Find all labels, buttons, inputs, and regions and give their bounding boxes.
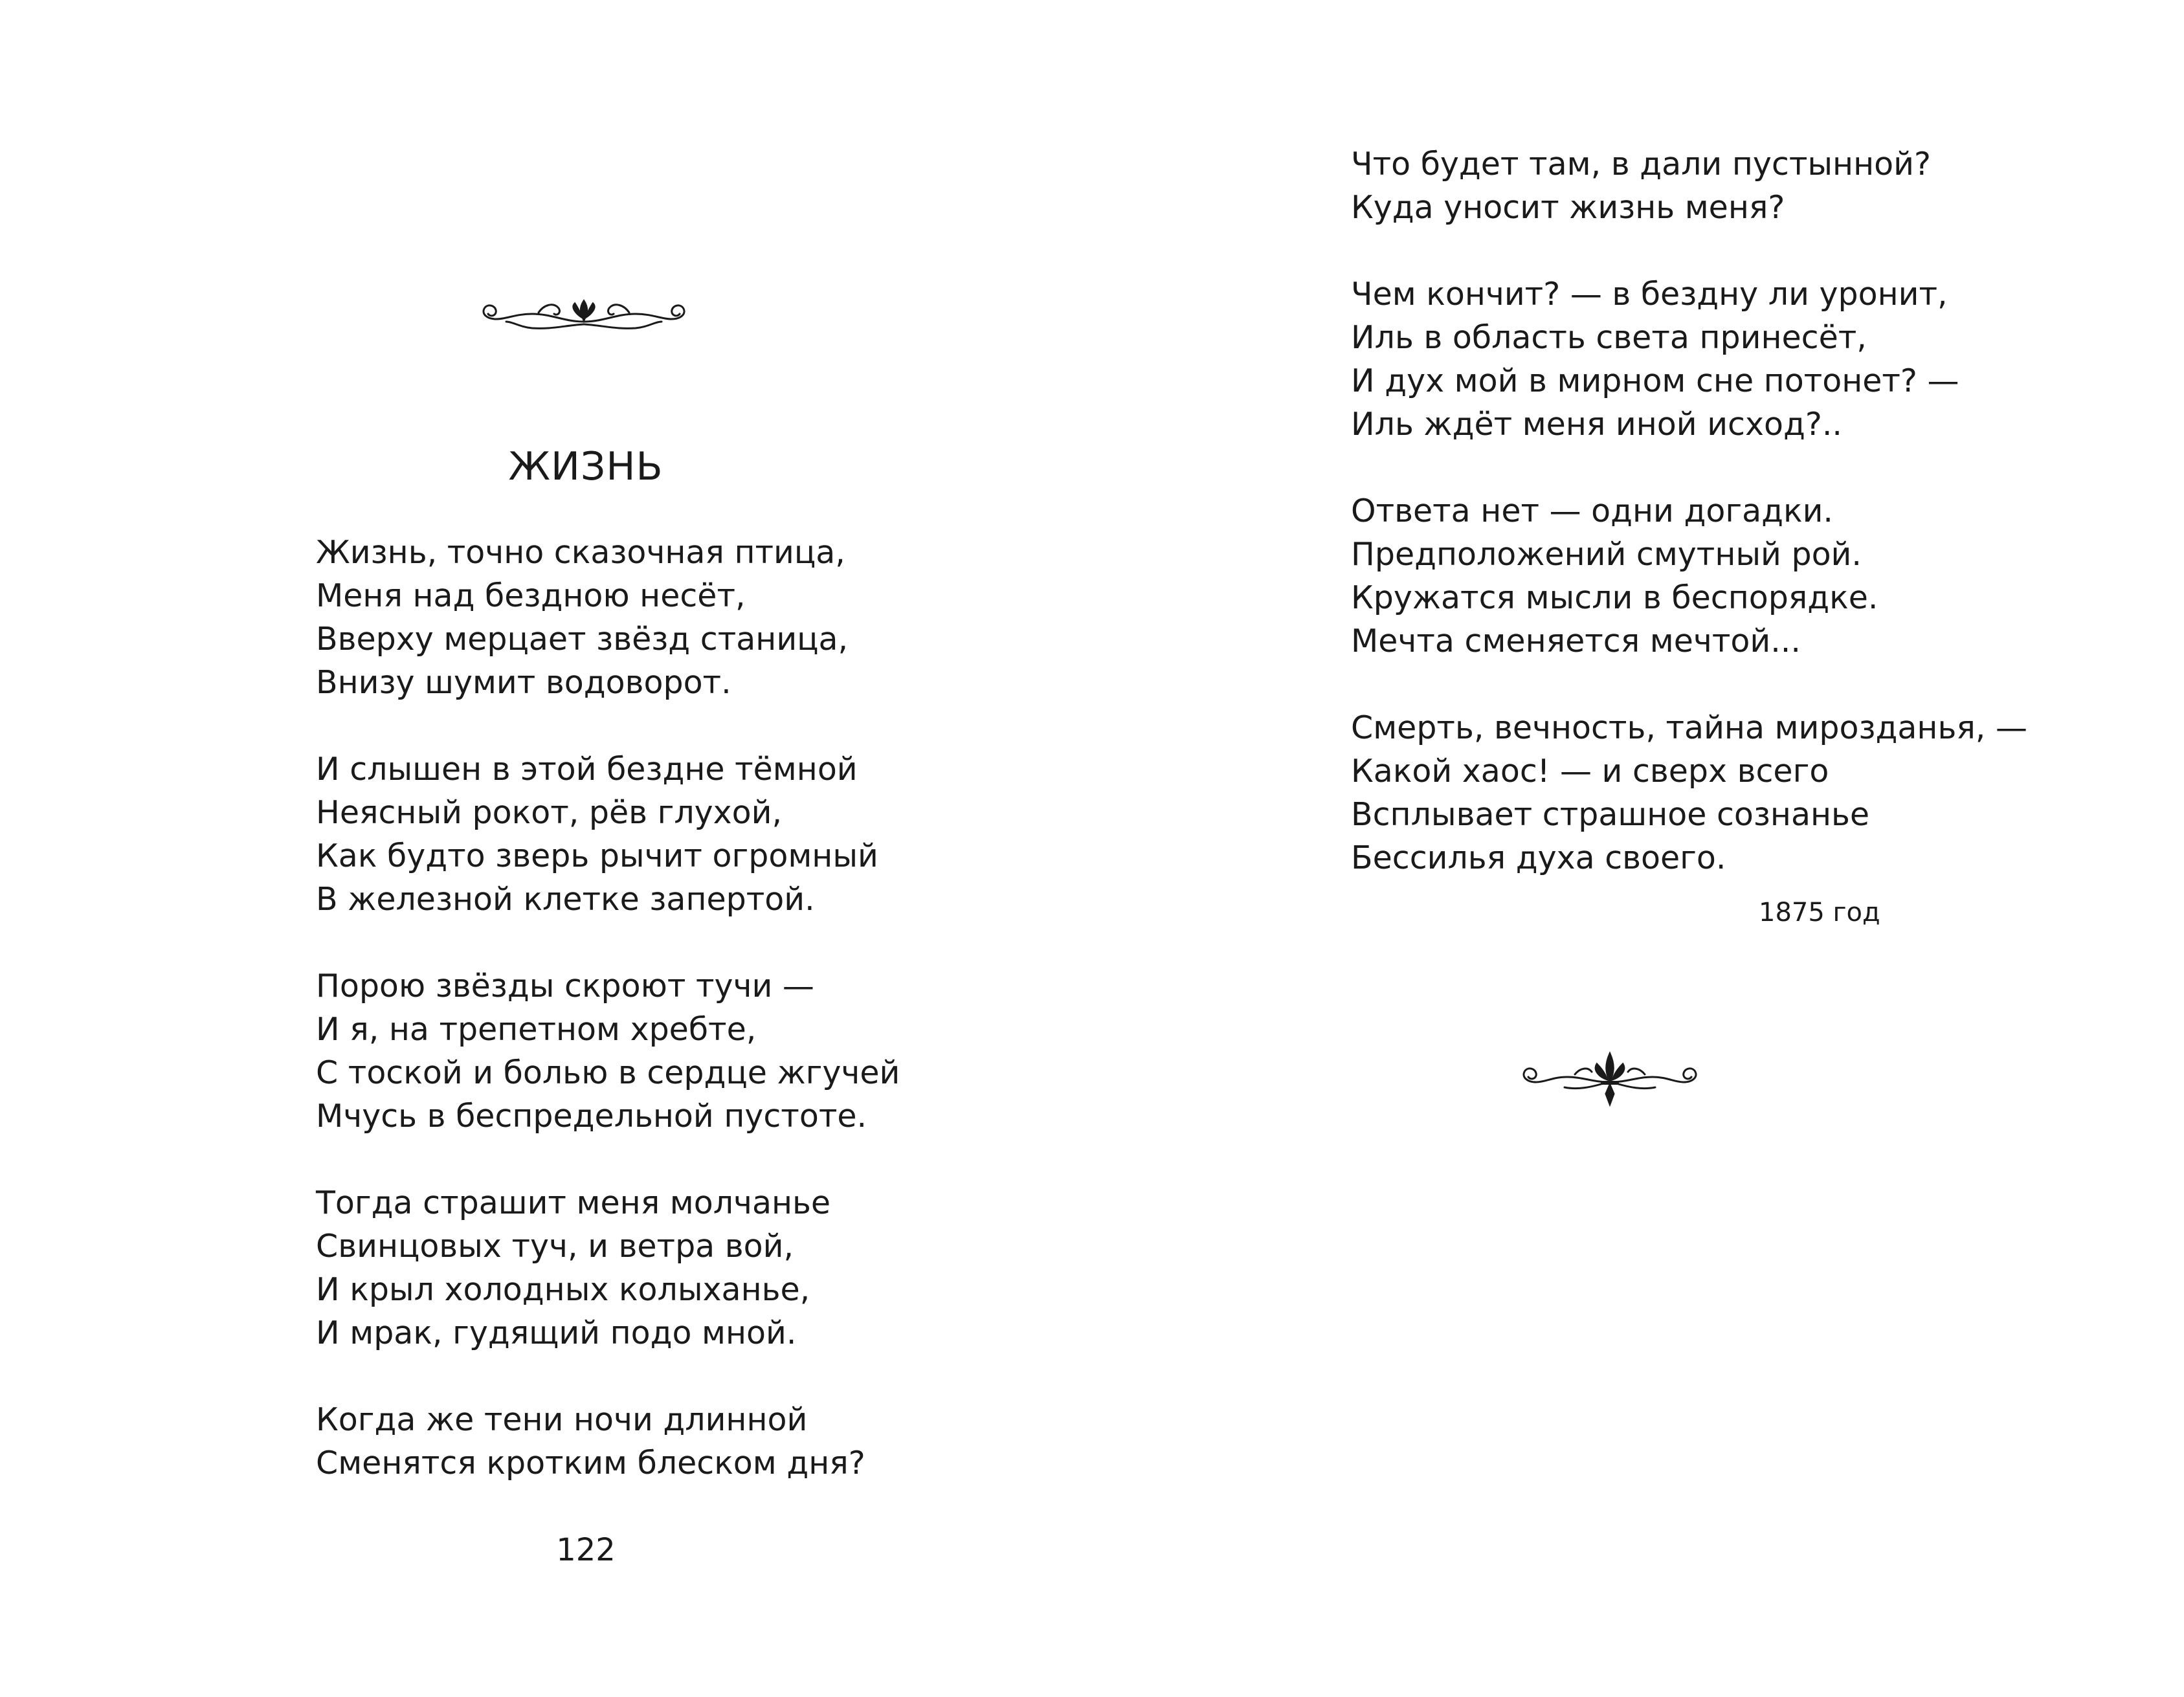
stanza — [316, 748, 900, 921]
stanza — [316, 1181, 900, 1355]
fleur-de-lis-flourish-icon — [1513, 1042, 1707, 1113]
flourish-divider-icon — [461, 288, 707, 340]
stanza — [1351, 489, 2027, 663]
verse-line: И крыл холодных колыханье, — [316, 1271, 810, 1308]
verse-line: Какой хаос! — и сверх всего — [1351, 753, 1829, 790]
stanza — [1351, 706, 2027, 880]
verse-line: И я, на трепетном хребте, — [316, 1011, 757, 1048]
verse-line: Жизнь, точно сказочная птица, — [316, 534, 845, 571]
verse-line: Ответа нет — одни догадки. — [1351, 493, 1834, 529]
verse-line: Как будто зверь рычит огромный — [316, 837, 878, 874]
verse-line: Мечта сменяется мечтой... — [1351, 623, 1801, 660]
stanza — [1351, 142, 2027, 229]
poem-text-right — [1351, 142, 2027, 880]
right-page — [1092, 0, 2184, 1697]
verse-line: Всплывает страшное сознанье — [1351, 796, 1870, 833]
verse-line: И слышен в этой бездне тёмной — [316, 751, 858, 788]
verse-line: С тоской и болью в сердце жгучей — [316, 1054, 900, 1091]
verse-line: Меня над бездною несёт, — [316, 577, 746, 614]
stanza — [1351, 272, 2027, 446]
poem-year: 1875 год — [1759, 898, 1880, 927]
verse-line: Чем кончит? — в бездну ли уронит, — [1351, 276, 1948, 313]
verse-line: Вверху мерцает звёзд станица, — [316, 621, 849, 658]
verse-line: Иль ждёт меня иной исход?.. — [1351, 406, 1842, 443]
stanza — [316, 531, 900, 704]
poem-text-left — [316, 531, 900, 1485]
poem-title: ЖИЗНЬ — [508, 444, 663, 489]
verse-line: Бессилья духа своего. — [1351, 839, 1726, 876]
stanza — [316, 964, 900, 1138]
verse-line: Внизу шумит водоворот. — [316, 664, 731, 701]
verse-line: И дух мой в мирном сне потонет? — — [1351, 362, 1959, 399]
verse-line: Иль в область света принесёт, — [1351, 319, 1867, 356]
verse-line: Свинцовых туч, и ветра вой, — [316, 1228, 794, 1265]
verse-line: Куда уносит жизнь меня? — [1351, 189, 1785, 226]
verse-line: Тогда страшит меня молчанье — [316, 1184, 831, 1221]
verse-line: Что будет там, в дали пустынной? — [1351, 146, 1931, 183]
verse-line: Порою звёзды скроют тучи — — [316, 968, 814, 1004]
verse-line: Кружатся мысли в беспорядке. — [1351, 579, 1878, 616]
verse-line: В железной клетке запертой. — [316, 881, 815, 918]
verse-line: Предположений смутный рой. — [1351, 536, 1862, 573]
verse-line: Когда же тени ночи длинной — [316, 1401, 808, 1438]
verse-line: Сменятся кротким блеском дня? — [316, 1445, 865, 1481]
verse-line: Смерть, вечность, тайна мирозданья, — — [1351, 709, 2027, 746]
verse-line: И мрак, гудящий подо мной. — [316, 1314, 797, 1351]
verse-line: Мчусь в беспредельной пустоте. — [316, 1098, 867, 1135]
stanza — [316, 1398, 900, 1485]
verse-line: Неясный рокот, рёв глухой, — [316, 794, 783, 831]
page-number: 122 — [556, 1532, 616, 1568]
